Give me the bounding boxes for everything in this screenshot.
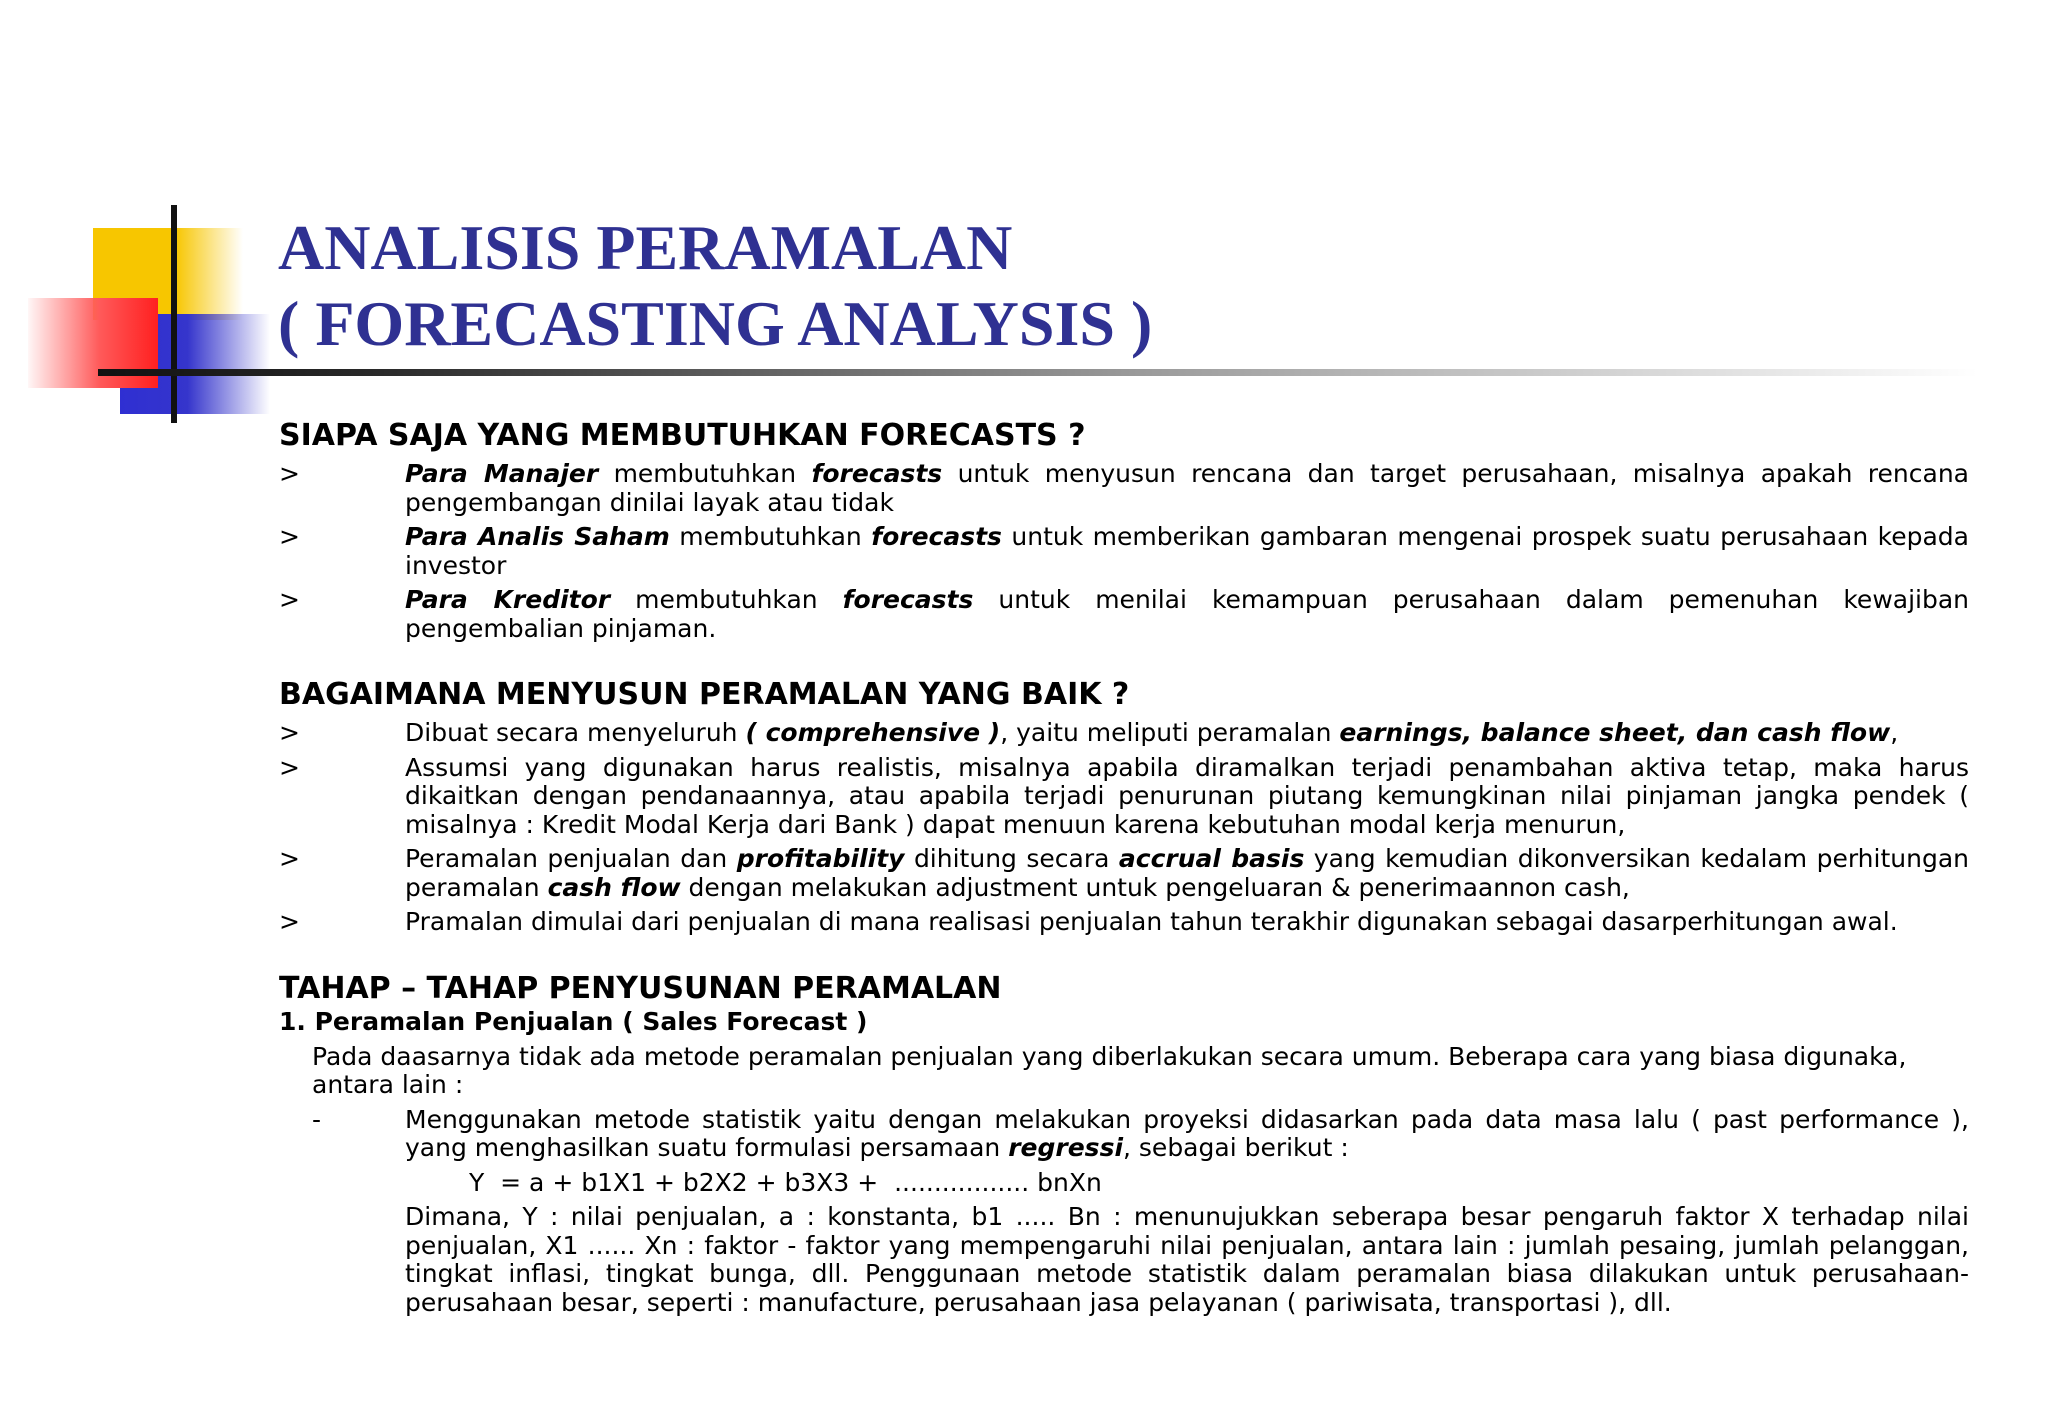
keyword: accrual basis — [1118, 844, 1305, 873]
item-text: , sebagai berikut : — [1123, 1133, 1349, 1162]
keyword: forecasts — [842, 585, 974, 614]
keyword: forecasts — [871, 522, 1002, 551]
bullet-marker: > — [279, 585, 300, 614]
actor-label: Para Manajer — [405, 459, 599, 488]
section3-heading: TAHAP – TAHAP PENYUSUNAN PERAMALAN — [279, 970, 1002, 1006]
item-text: Dibuat secara menyeluruh — [405, 718, 746, 747]
item-text: untuk menilai kemampuan perusahaan dalam pemenuhan kewajiban pengembalian pinjaman. — [405, 585, 1970, 643]
item-text: yang kemudian dikonversikan kedalam perhitungan peramalan — [405, 844, 1970, 902]
section2-heading: BAGAIMANA MENYUSUN PERAMALAN YANG BAIK ? — [279, 677, 1130, 712]
item-text: Menggunakan metode statistik yaitu dengan melakukan proyeksi didasarkan pada data masa lalu ( past performance ), yang menghasilkan suatu formulasi persamaan — [405, 1104, 1969, 1162]
formula-explanation: Dimana, Y : nilai penjualan, a : konstanta, b1 ..... Bn : menunujukkan seberapa besar pengaruh faktor X terhadap nilai penjualan, X1 ...... Xn : faktor - faktor yang mempengaruhi nilai penjualan, antara lain : jumlah pesaing, jumlah pelanggan, tingkat inflasi, tingkat bunga, dll. Penggunaan metode statistik dalam peramalan biasa dilakukan untuk perusahaan-perusahaan besar, seperti : manufacture, perusahaan jasa pelayanan ( pariwisata, transportasi ), dll. — [405, 1202, 1969, 1317]
title-line-2: ( FORECASTING ANALYSIS ) — [278, 288, 1153, 359]
item-text: membutuhkan — [598, 459, 812, 488]
item-text: untuk memberikan gambaran mengenai prospek suatu perusahaan kepada investor — [405, 522, 1969, 580]
item-text: Peramalan penjualan dan — [405, 844, 737, 873]
list-item — [279, 523, 1969, 580]
keyword: earnings, balance sheet, dan cash flow — [1339, 718, 1891, 747]
bullet-marker: > — [279, 907, 300, 936]
keyword: cash flow — [547, 872, 681, 902]
keyword: forecasts — [811, 459, 943, 488]
list-item — [279, 754, 1969, 840]
list-item — [279, 1106, 1969, 1163]
item-text: untuk menyusun rencana dan target perusahaan, misalnya apakah rencana pengembangan dinilai layak atau tidak — [405, 459, 1969, 517]
slide-content — [279, 418, 1969, 1317]
keyword: profitability — [736, 844, 905, 873]
item-text: dengan melakukan adjustment untuk pengeluaran & penerimaannon cash, — [680, 872, 1630, 902]
item-text: Assumsi yang digunakan harus realistis, misalnya apabila diramalkan terjadi penambahan aktiva tetap, maka harus dikaitkan dengan pendanaannya, atau apabila terjadi penurunan piutang kemungkinan nilai pinjaman jangka pendek ( misalnya : Kredit Modal Kerja dari Bank ) dapat menuun karena kebutuhan modal kerja menurun, — [405, 752, 1969, 839]
keyword: ( comprehensive ) — [745, 718, 1001, 747]
section1-heading: SIAPA SAJA YANG MEMBUTUHKAN FORECASTS ? — [279, 418, 1086, 453]
item-text: Pramalan dimulai dari penjualan di mana realisasi penjualan tahun terakhir digunakan sebagai dasarperhitungan awal. — [405, 907, 1898, 936]
keyword: regressi — [1008, 1133, 1124, 1162]
list-item — [279, 719, 1969, 748]
regression-formula: Y = a + b1X1 + b2X2 + b3X3 + ................. bnXn — [469, 1167, 1102, 1197]
bullet-marker: > — [279, 459, 300, 488]
item-text: dihitung secara — [904, 844, 1119, 873]
item-text: membutuhkan — [610, 585, 843, 614]
actor-label: Para Kreditor — [405, 585, 611, 614]
section3-subheading: 1. Peramalan Penjualan ( Sales Forecast ) — [279, 1006, 868, 1036]
logo-vertical-line — [171, 205, 177, 423]
intro-paragraph: Pada daasarnya tidak ada metode peramalan penjualan yang diberlakukan secara umum. Beberapa cara yang biasa digunaka, antara lain : — [312, 1041, 1907, 1099]
bullet-marker: > — [279, 718, 300, 747]
actor-label: Para Analis Saham — [405, 522, 670, 551]
bullet-marker: > — [279, 522, 300, 551]
page-title — [278, 210, 1152, 362]
item-text: , yaitu meliputi peramalan — [1000, 718, 1340, 747]
item-text: , — [1890, 718, 1899, 747]
dash-marker: - — [312, 1104, 322, 1134]
bullet-marker: > — [279, 752, 300, 782]
item-text: membutuhkan — [669, 522, 872, 551]
list-item — [279, 586, 1969, 643]
title-underline — [98, 369, 1978, 376]
list-item — [279, 845, 1969, 902]
list-item — [279, 908, 1969, 937]
list-item — [279, 460, 1969, 517]
bullet-marker: > — [279, 844, 300, 873]
title-line-1: ANALISIS PERAMALAN — [278, 212, 1013, 283]
